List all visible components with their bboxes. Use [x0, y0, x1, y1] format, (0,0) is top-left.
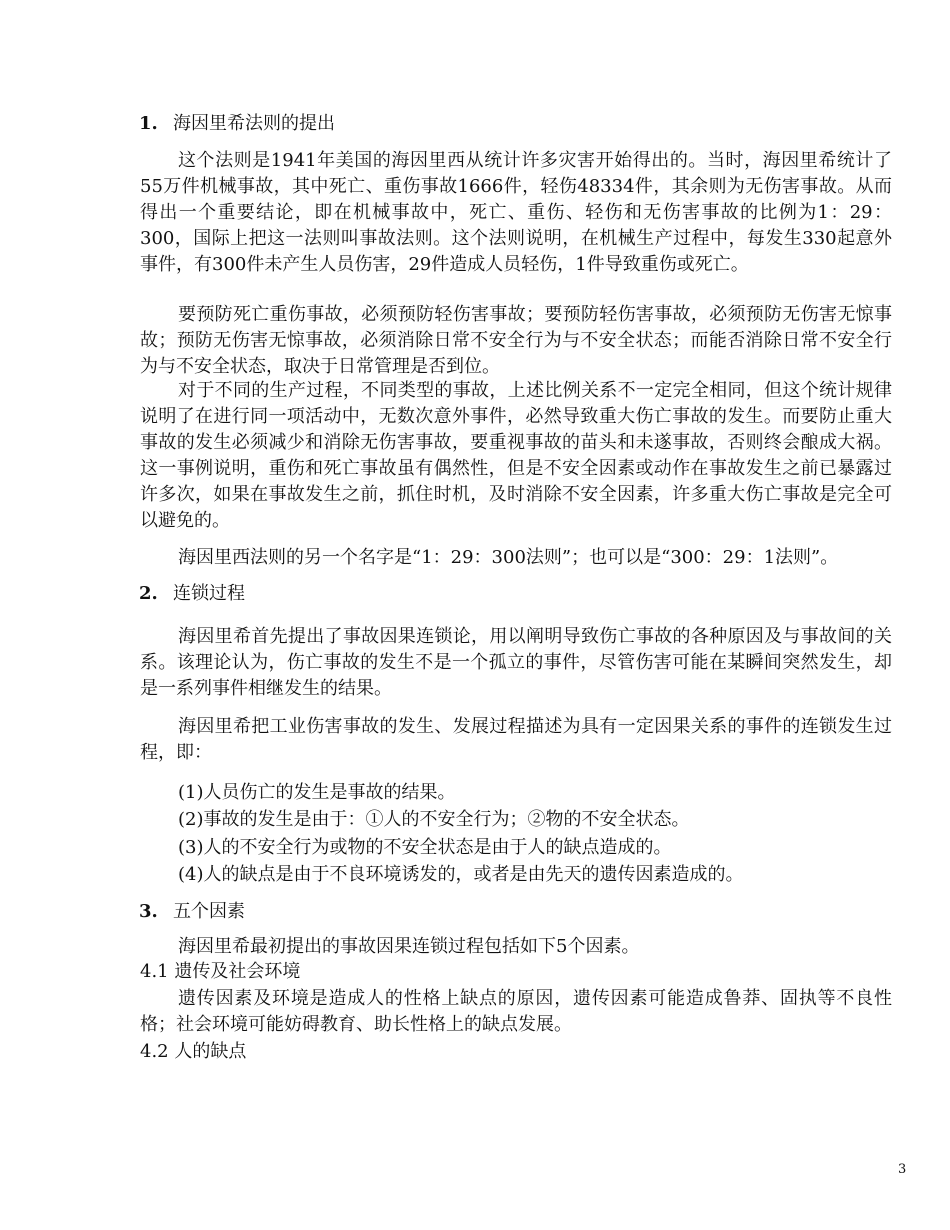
section-heading-1 — [139, 112, 335, 136]
list-item: (4)人的缺点是由于不良环境诱发的，或者是由先天的遗传因素造成的。 — [178, 864, 744, 885]
subsection-heading: 4.2 人的缺点 — [140, 1041, 247, 1062]
list-item: (1)人员伤亡的发生是事故的结果。 — [178, 782, 456, 803]
paragraph: 海因里希把工业伤害事故的发生、发展过程描述为具有一定因果关系的事件的连锁发生过程，即： — [140, 716, 892, 763]
page-number: 3 — [898, 1162, 907, 1177]
section-title: 连锁过程 — [173, 583, 245, 604]
section-number: 3. — [139, 901, 158, 922]
paragraph: 要预防死亡重伤事故，必须预防轻伤害事故；要预防轻伤害事故，必须预防无伤害无惊事故；预防无伤害无惊事故，必须消除日常不安全行为与不安全状态；而能否消除日常不安全行为与不安全状态，取决于日常管理是否到位。 — [140, 304, 892, 377]
list-item: (2)事故的发生是由于：①人的不安全行为；②物的不安全状态。 — [178, 809, 690, 830]
section-number: 1. — [139, 113, 158, 134]
paragraph: 这个法则是1941年美国的海因里西从统计许多灾害开始得出的。当时，海因里希统计了55万件机械事故，其中死亡、重伤事故1666件，轻伤48334件，其余则为无伤害事故。从而得出一个重要结论，即在机械事故中，死亡、重伤、轻伤和无伤害事故的比例为1：29：300，国际上把这一法则叫事故法则。这个法则说明，在机械生产过程中，每发生330起意外事件，有300件未产生人员伤害，29件造成人员轻伤，1件导致重伤或死亡。 — [140, 150, 892, 275]
paragraph: 海因里希首先提出了事故因果连锁论，用以阐明导致伤亡事故的各种原因及与事故间的关系。该理论认为，伤亡事故的发生不是一个孤立的事件，尽管伤害可能在某瞬间突然发生，却是一系列事件相继发生的结果。 — [140, 626, 892, 699]
section-title: 海因里希法则的提出 — [173, 113, 335, 134]
paragraph: 海因里希最初提出的事故因果连锁过程包括如下5个因素。 — [178, 936, 640, 957]
list-item: (3)人的不安全行为或物的不安全状态是由于人的缺点造成的。 — [178, 837, 672, 858]
paragraph: 遗传因素及环境是造成人的性格上缺点的原因，遗传因素可能造成鲁莽、固执等不良性格；社会环境可能妨碍教育、助长性格上的缺点发展。 — [140, 988, 892, 1035]
paragraph: 对于不同的生产过程，不同类型的事故，上述比例关系不一定完全相同，但这个统计规律说明了在进行同一项活动中，无数次意外事件，必然导致重大伤亡事故的发生。而要防止重大事故的发生必须减少和消除无伤害事故，要重视事故的苗头和未遂事故，否则终会酿成大祸。这一事例说明，重伤和死亡事故虽有偶然性，但是不安全因素或动作在事故发生之前已暴露过许多次，如果在事故发生之前，抓住时机，及时消除不安全因素，许多重大伤亡事故是完全可以避免的。 — [140, 380, 892, 531]
section-heading-2 — [139, 582, 245, 606]
paragraph: 海因里西法则的另一个名字是“1：29：300法则”；也可以是“300：29：1法则”。 — [178, 547, 839, 568]
section-number: 2. — [139, 583, 158, 604]
section-title: 五个因素 — [173, 901, 245, 922]
subsection-heading: 4.1 遗传及社会环境 — [140, 961, 301, 982]
section-heading-3 — [139, 900, 245, 924]
